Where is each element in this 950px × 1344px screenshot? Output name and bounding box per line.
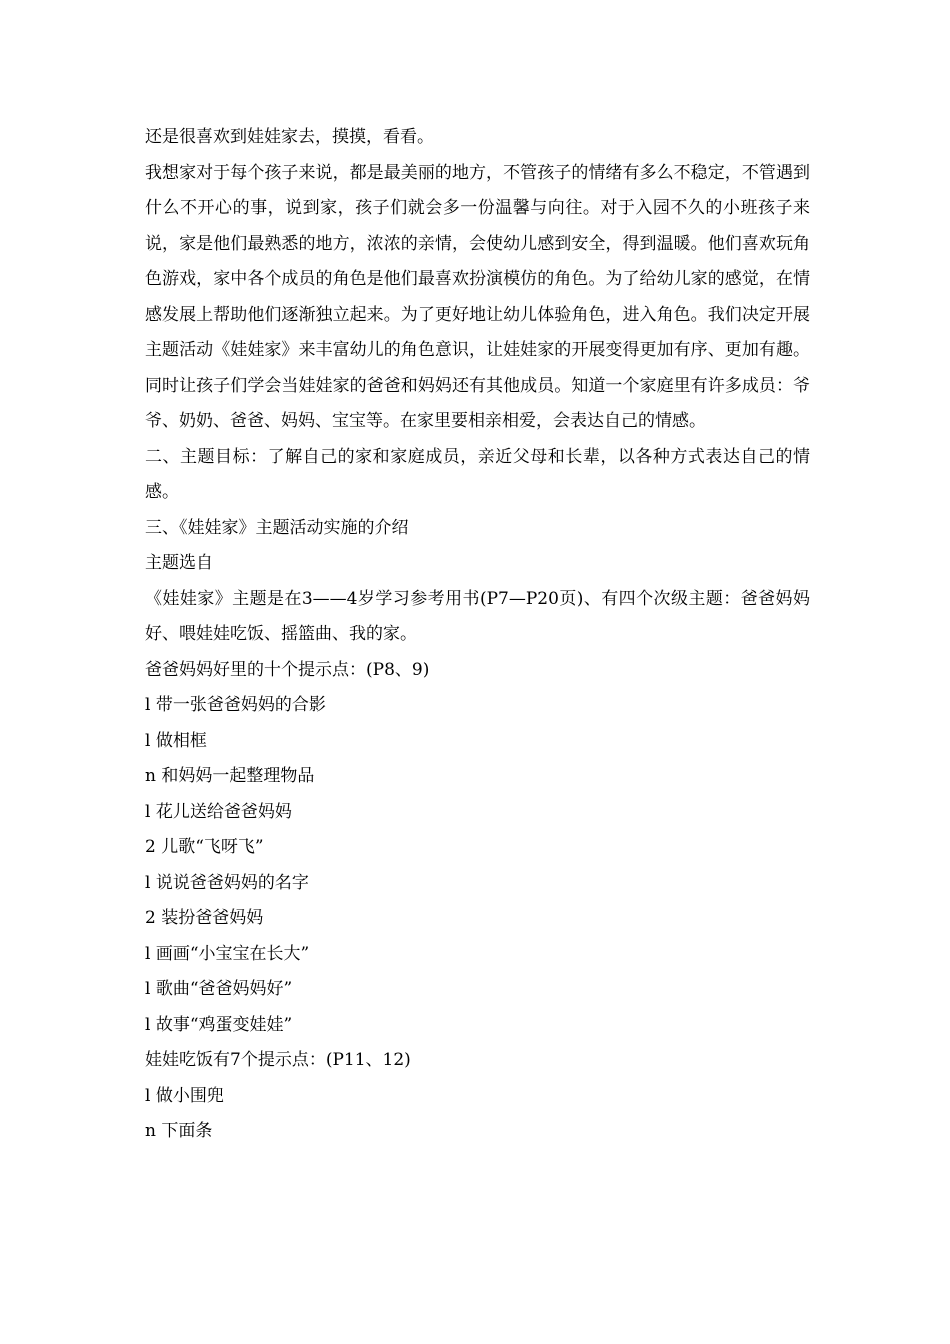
list-item: l 故事“鸡蛋变娃娃” xyxy=(145,1014,293,1035)
list-item: 2 装扮爸爸妈妈 xyxy=(145,908,264,928)
paragraph-background: 我想家对于每个孩子来说，都是最美丽的地方，不管孩子的情绪有多么不稳定，不管遇到什么不开心的事，说到家，孩子们就会多一份温馨与向往。对于入园不久的小班孩子来说，家是他们最熟悉的地方，浓浓的亲情，会使幼儿感到安全，得到温暖。他们喜欢玩角色游戏，家中各个成员的角色是他们最喜欢扮演模仿的角色。为了给幼儿家的感觉，在情感发展上帮助他们逐渐独立起来。为了更好地让幼儿体验角色，进入角色。我们决定开展主题活动《娃娃家》来丰富幼儿的角色意识，让娃娃家的开展变得更加有序、更加有趣。同时让孩子们学会当娃娃家的爸爸和妈妈还有其他成员。知道一个家庭里有许多成员：爷爷、奶奶、爸爸、妈妈、宝宝等。在家里要相亲相爱，会表达自己的情感。 xyxy=(145,162,810,431)
paragraph-intro-end: 还是很喜欢到娃娃家去，摸摸，看看。 xyxy=(145,127,434,147)
list-item: n 和妈妈一起整理物品 xyxy=(145,766,315,786)
list-item: l 带一张爸爸妈妈的合影 xyxy=(145,695,326,715)
heading-implementation: 三、《娃娃家》主题活动实施的介绍 xyxy=(145,517,409,538)
list-item: l 做小围兜 xyxy=(145,1085,224,1106)
list-item: 2 儿歌“飞呀飞” xyxy=(145,837,264,857)
paragraph-theme-goal: 二、主题目标：了解自己的家和家庭成员，亲近父母和长辈，以各种方式表达自己的情感。 xyxy=(145,446,810,502)
list-item: l 画画“小宝宝在长大” xyxy=(145,943,310,964)
heading-theme-source: 主题选自 xyxy=(145,553,213,573)
list-item: l 歌曲“爸爸妈妈好” xyxy=(145,979,293,999)
list-item: l 做相框 xyxy=(145,730,207,751)
list-item: l 说说爸爸妈妈的名字 xyxy=(145,872,309,893)
heading-parents-points: 爸爸妈妈好里的十个提示点：(P8、9) xyxy=(145,659,430,680)
paragraph-theme-source: 《娃娃家》主题是在3——4岁学习参考用书(P7—P20页)、有四个次级主题：爸爸妈妈好、喂娃娃吃饭、摇篮曲、我的家。 xyxy=(145,588,810,644)
list-item: l 花儿送给爸爸妈妈 xyxy=(145,801,292,822)
heading-feeding-points: 娃娃吃饭有7个提示点：(P11、12) xyxy=(145,1050,411,1070)
list-item: n 下面条 xyxy=(145,1121,213,1141)
document-page xyxy=(145,120,810,1150)
